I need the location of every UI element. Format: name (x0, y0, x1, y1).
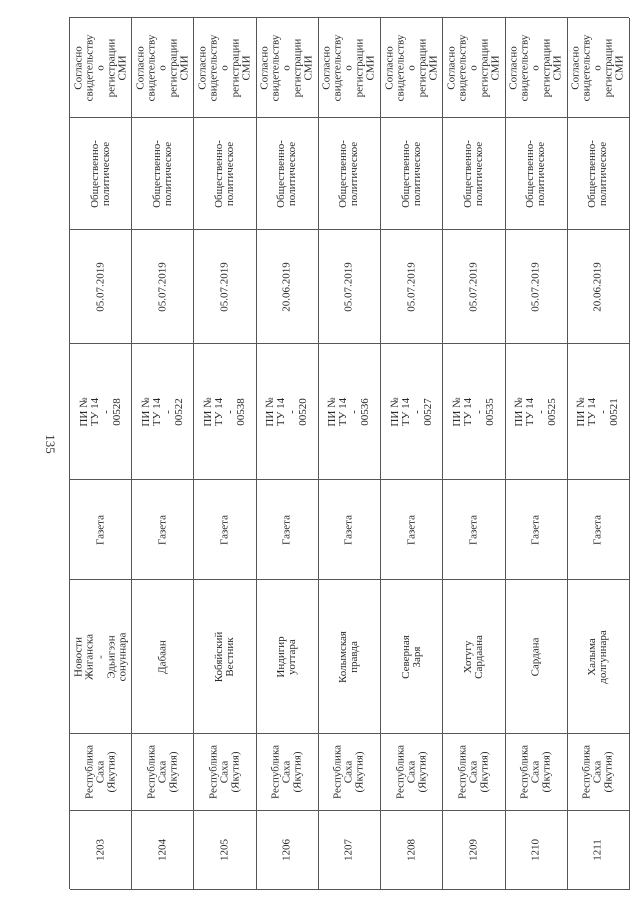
cell-category (443, 118, 504, 230)
cell-category-text: Общественно- политическое (337, 139, 361, 208)
cell-reg-text: ПИ № ТУ 14 - 00522 (139, 396, 185, 427)
cell-territory (132, 18, 193, 118)
cell-no-text: 1208 (405, 839, 418, 861)
cell-reg-text: ПИ № ТУ 14 - 00527 (388, 396, 434, 427)
cell-reg-text: ПИ № ТУ 14 - 00521 (575, 396, 621, 427)
cell-no (132, 811, 193, 890)
cell-title-text: Хотугу Сардаана (461, 634, 485, 679)
cell-territory-text: Согласно свидетельству о регистрации СМИ (196, 34, 253, 101)
cell-category-text: Общественно- политическое (88, 139, 112, 208)
cell-date (443, 230, 504, 344)
cell-kind-text: Газета (94, 514, 107, 545)
table-row (194, 18, 256, 890)
cell-date-text: 05.07.2019 (405, 261, 418, 312)
cell-reg-text: ПИ № ТУ 14 - 00535 (450, 396, 496, 427)
cell-territory (506, 18, 567, 118)
cell-no (381, 811, 442, 890)
table-row (132, 18, 194, 890)
cell-category-text: Общественно- политическое (461, 139, 485, 208)
cell-date-text: 05.07.2019 (156, 261, 169, 312)
cell-reg-text: ПИ № ТУ 14 - 00520 (264, 396, 310, 427)
cell-region-text: Республика Саха (Якутия) (518, 744, 553, 800)
cell-title (506, 580, 567, 734)
cell-kind (257, 480, 318, 580)
cell-region (568, 734, 629, 811)
cell-title (194, 580, 255, 734)
cell-date (257, 230, 318, 344)
table-row (381, 18, 443, 890)
cell-title-text: Кобяйский Вестник (213, 631, 237, 682)
cell-category (381, 118, 442, 230)
cell-territory (319, 18, 380, 118)
cell-date-text: 05.07.2019 (467, 261, 480, 312)
cell-title-text: Сардана (529, 637, 542, 676)
cell-kind (319, 480, 380, 580)
cell-title (443, 580, 504, 734)
cell-kind-text: Газета (280, 514, 293, 545)
cell-reg (257, 344, 318, 480)
cell-no-text: 1203 (94, 839, 107, 861)
cell-region (443, 734, 504, 811)
cell-kind (132, 480, 193, 580)
cell-title (319, 580, 380, 734)
cell-no-text: 1209 (467, 839, 480, 861)
cell-title-text: Новости Жиганска - Эдьигээн сонуннара (72, 632, 129, 681)
cell-reg (443, 344, 504, 480)
cell-no (194, 811, 255, 890)
cell-category (194, 118, 255, 230)
cell-kind (568, 480, 629, 580)
cell-region-text: Республика Саха (Якутия) (456, 744, 491, 800)
cell-region (194, 734, 255, 811)
registry-table (69, 17, 629, 889)
cell-title-text: Дабаан (156, 639, 169, 674)
cell-territory (381, 18, 442, 118)
cell-kind (381, 480, 442, 580)
cell-category (506, 118, 567, 230)
cell-territory-text: Согласно свидетельству о регистрации СМИ (507, 34, 564, 101)
cell-kind-text: Газета (405, 514, 418, 545)
cell-no-text: 1211 (591, 839, 604, 861)
cell-date-text: 20.06.2019 (591, 261, 604, 312)
cell-reg-text: ПИ № ТУ 14 - 00525 (513, 396, 559, 427)
cell-reg-text: ПИ № ТУ 14 - 00536 (326, 396, 372, 427)
cell-kind-text: Газета (218, 514, 231, 545)
cell-category-text: Общественно- политическое (275, 139, 299, 208)
cell-region (132, 734, 193, 811)
cell-no (443, 811, 504, 890)
cell-region (70, 734, 131, 811)
cell-territory-text: Согласно свидетельству о регистрации СМИ (445, 34, 502, 101)
cell-region-text: Республика Саха (Якутия) (269, 744, 304, 800)
cell-kind-text: Газета (591, 514, 604, 545)
table-row (443, 18, 505, 890)
cell-no-text: 1204 (156, 839, 169, 861)
cell-reg (506, 344, 567, 480)
cell-date-text: 05.07.2019 (218, 261, 231, 312)
cell-title (257, 580, 318, 734)
cell-no-text: 1205 (218, 839, 231, 861)
cell-title-text: Колымская правда (337, 630, 361, 683)
cell-no-text: 1206 (280, 839, 293, 861)
page-number: 135 (42, 434, 58, 454)
cell-category-text: Общественно- политическое (150, 139, 174, 208)
cell-no (568, 811, 629, 890)
cell-no (257, 811, 318, 890)
cell-date (132, 230, 193, 344)
cell-territory (443, 18, 504, 118)
table-row (70, 18, 132, 890)
cell-kind (506, 480, 567, 580)
cell-territory-text: Согласно свидетельству о регистрации СМИ (383, 34, 440, 101)
cell-title-text: Северная Заря (399, 634, 423, 679)
cell-kind-text: Газета (342, 514, 355, 545)
cell-category-text: Общественно- политическое (213, 139, 237, 208)
cell-no-text: 1210 (529, 839, 542, 861)
cell-kind-text: Газета (156, 514, 169, 545)
cell-category (319, 118, 380, 230)
table-row (257, 18, 319, 890)
cell-date-text: 05.07.2019 (529, 261, 542, 312)
cell-title-text: Халыма долгуннара (586, 629, 610, 684)
cell-category (132, 118, 193, 230)
cell-reg-text: ПИ № ТУ 14 - 00538 (202, 396, 248, 427)
cell-region (257, 734, 318, 811)
cell-date-text: 05.07.2019 (94, 261, 107, 312)
cell-kind-text: Газета (529, 514, 542, 545)
cell-region-text: Республика Саха (Якутия) (145, 744, 180, 800)
cell-region (319, 734, 380, 811)
cell-category-text: Общественно- политическое (399, 139, 423, 208)
cell-region-text: Республика Саха (Якутия) (580, 744, 615, 800)
cell-territory (194, 18, 255, 118)
cell-date (381, 230, 442, 344)
cell-no (319, 811, 380, 890)
cell-date (568, 230, 629, 344)
cell-reg (132, 344, 193, 480)
cell-date-text: 20.06.2019 (280, 261, 293, 312)
cell-no-text: 1207 (342, 839, 355, 861)
cell-title-text: Индигир уоттара (275, 635, 299, 678)
cell-territory-text: Согласно свидетельству о регистрации СМИ (134, 34, 191, 101)
cell-region-text: Республика Саха (Якутия) (207, 744, 242, 800)
table-row (319, 18, 381, 890)
cell-date (194, 230, 255, 344)
cell-category (568, 118, 629, 230)
cell-no (506, 811, 567, 890)
cell-date-text: 05.07.2019 (342, 261, 355, 312)
cell-reg-text: ПИ № ТУ 14 - 00528 (77, 396, 123, 427)
cell-reg (568, 344, 629, 480)
cell-title (381, 580, 442, 734)
cell-reg (319, 344, 380, 480)
table-row (506, 18, 568, 890)
cell-territory-text: Согласно свидетельству о регистрации СМИ (320, 34, 377, 101)
cell-category (70, 118, 131, 230)
cell-territory (70, 18, 131, 118)
cell-kind (70, 480, 131, 580)
cell-title (568, 580, 629, 734)
cell-title (70, 580, 131, 734)
cell-region-text: Республика Саха (Якутия) (394, 744, 429, 800)
cell-date (506, 230, 567, 344)
cell-kind-text: Газета (467, 514, 480, 545)
cell-title (132, 580, 193, 734)
cell-category-text: Общественно- политическое (586, 139, 610, 208)
cell-date (319, 230, 380, 344)
cell-territory (568, 18, 629, 118)
cell-region-text: Республика Саха (Якутия) (83, 744, 118, 800)
cell-kind (443, 480, 504, 580)
cell-date (70, 230, 131, 344)
cell-reg (70, 344, 131, 480)
cell-reg (194, 344, 255, 480)
cell-region (506, 734, 567, 811)
cell-territory-text: Согласно свидетельству о регистрации СМИ (258, 34, 315, 101)
cell-category (257, 118, 318, 230)
cell-no (70, 811, 131, 890)
cell-territory (257, 18, 318, 118)
cell-region-text: Республика Саха (Якутия) (331, 744, 366, 800)
cell-kind (194, 480, 255, 580)
registry-table-wrapper (69, 17, 629, 889)
cell-reg (381, 344, 442, 480)
table-row (568, 18, 630, 890)
cell-category-text: Общественно- политическое (524, 139, 548, 208)
cell-territory-text: Согласно свидетельству о регистрации СМИ (72, 34, 129, 101)
cell-region (381, 734, 442, 811)
cell-territory-text: Согласно свидетельству о регистрации СМИ (569, 34, 626, 101)
